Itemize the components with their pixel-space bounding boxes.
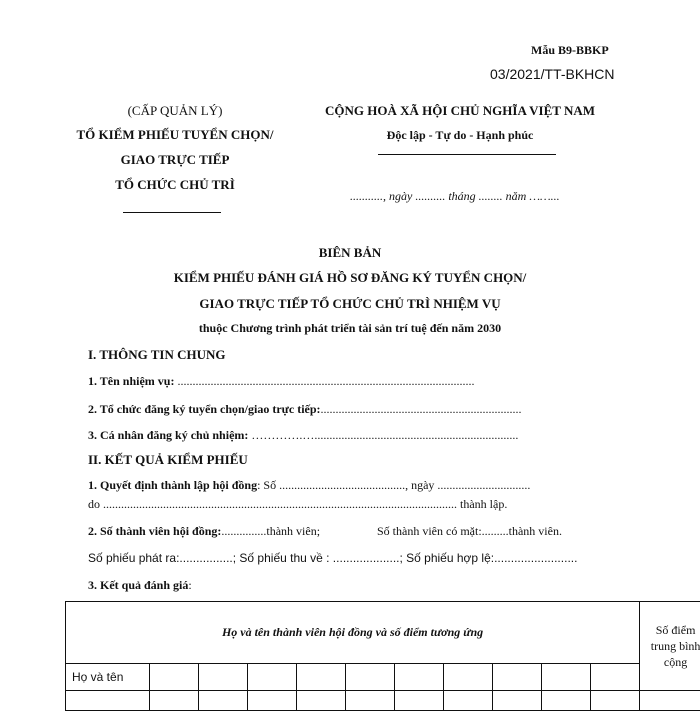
evaluation-label: 3. Kết quả đánh giá [88, 578, 188, 592]
table-cell[interactable] [199, 664, 248, 691]
decision-by-field[interactable]: ...................................................................................................................... [100, 497, 457, 511]
circular-number: 03/2021/TT-BKHCN [490, 66, 615, 82]
right-header-rule [378, 154, 556, 155]
table-cell[interactable] [248, 691, 297, 711]
doc-subtitle-1: KIỂM PHIẾU ĐÁNH GIÁ HỒ SƠ ĐĂNG KÝ TUYỂN CHỌN/ [60, 270, 640, 286]
decision-label: 1. Quyết định thành lập hội đồng [88, 478, 257, 492]
table-cell[interactable] [640, 691, 700, 711]
table-row [66, 664, 700, 691]
table-cell[interactable] [542, 664, 591, 691]
decision-row [88, 478, 530, 493]
table-cell[interactable] [493, 664, 542, 691]
table-cell[interactable] [493, 691, 542, 711]
date-line: ..........., ngày .......... tháng ........ năm ……... [350, 189, 560, 204]
evaluation-row [88, 578, 192, 593]
table-cell[interactable] [66, 691, 150, 711]
org-register-row [88, 402, 522, 417]
decision-by-label: do [88, 497, 100, 511]
section-2-heading: II. KẾT QUẢ KIỂM PHIẾU [88, 452, 248, 468]
row-label-name: Họ và tên [66, 664, 150, 691]
lead-person-label: 3. Cá nhân đăng ký chủ nhiệm: [88, 428, 248, 442]
members-label: 2. Số thành viên hội đồng: [88, 524, 221, 538]
section-1-heading: I. THÔNG TIN CHUNG [88, 347, 226, 363]
task-name-field[interactable]: ................................................................................................... [174, 374, 474, 388]
ballot-counts[interactable]: Số phiếu phát ra:................; Số phiếu thu về : ....................; Số phiếu hợp lệ:......................... [88, 551, 577, 565]
table-cell[interactable] [395, 664, 444, 691]
table-cell[interactable] [199, 691, 248, 711]
org-line-2: GIAO TRỰC TIẾP [60, 152, 290, 168]
table-cell[interactable] [444, 664, 493, 691]
header-members-scores: Họ và tên thành viên hội đồng và số điểm tương ứng [66, 602, 640, 664]
table-cell[interactable] [297, 664, 346, 691]
left-header-rule [123, 212, 221, 213]
task-name-row [88, 374, 474, 389]
members-present[interactable]: Số thành viên có mặt:.........thành viên. [377, 524, 562, 539]
table-row [66, 691, 700, 711]
motto: Độc lập - Tự do - Hạnh phúc [315, 128, 605, 143]
country-name: CỘNG HOÀ XÃ HỘI CHỦ NGHĨA VIỆT NAM [315, 103, 605, 119]
evaluation-colon: : [188, 578, 191, 592]
org-line-1: TỔ KIỂM PHIẾU TUYỂN CHỌN/ [55, 127, 295, 143]
members-row [88, 524, 320, 539]
org-register-label: 2. Tổ chức đăng ký tuyển chọn/giao trực tiếp: [88, 402, 321, 416]
table-cell[interactable] [591, 691, 640, 711]
program-name: thuộc Chương trình phát triển tài sản trí tuệ đến năm 2030 [60, 321, 640, 336]
table-cell[interactable] [150, 664, 199, 691]
results-table [65, 601, 700, 711]
header-average-score: Số điểm trung bình cộng [640, 602, 700, 691]
table-cell[interactable] [444, 691, 493, 711]
form-code: Mẫu B9-BBKP [531, 43, 609, 58]
managing-level: (CẤP QUẢN LÝ) [60, 103, 290, 119]
org-line-3: TỔ CHỨC CHỦ TRÌ [60, 177, 290, 193]
decision-field[interactable]: : Số .........................................., ngày ............................... [257, 478, 530, 492]
doc-subtitle-2: GIAO TRỰC TIẾP TỔ CHỨC CHỦ TRÌ NHIỆM VỤ [60, 296, 640, 312]
table-cell[interactable] [542, 691, 591, 711]
table-header-row [66, 602, 700, 664]
doc-title: BIÊN BẢN [100, 245, 600, 261]
decision-by-end: thành lập. [457, 497, 507, 511]
org-register-field[interactable]: ................................................................... [321, 402, 522, 416]
decision-row-2 [88, 497, 507, 512]
table-cell[interactable] [248, 664, 297, 691]
table-cell[interactable] [297, 691, 346, 711]
table-cell[interactable] [150, 691, 199, 711]
task-name-label: 1. Tên nhiệm vụ: [88, 374, 174, 388]
lead-person-row [88, 428, 518, 443]
table-cell[interactable] [346, 664, 395, 691]
lead-person-field[interactable]: ………….….................................................................... [248, 428, 518, 442]
table-cell[interactable] [346, 691, 395, 711]
table-cell[interactable] [591, 664, 640, 691]
table-cell[interactable] [395, 691, 444, 711]
members-field[interactable]: ...............thành viên; [221, 524, 320, 538]
